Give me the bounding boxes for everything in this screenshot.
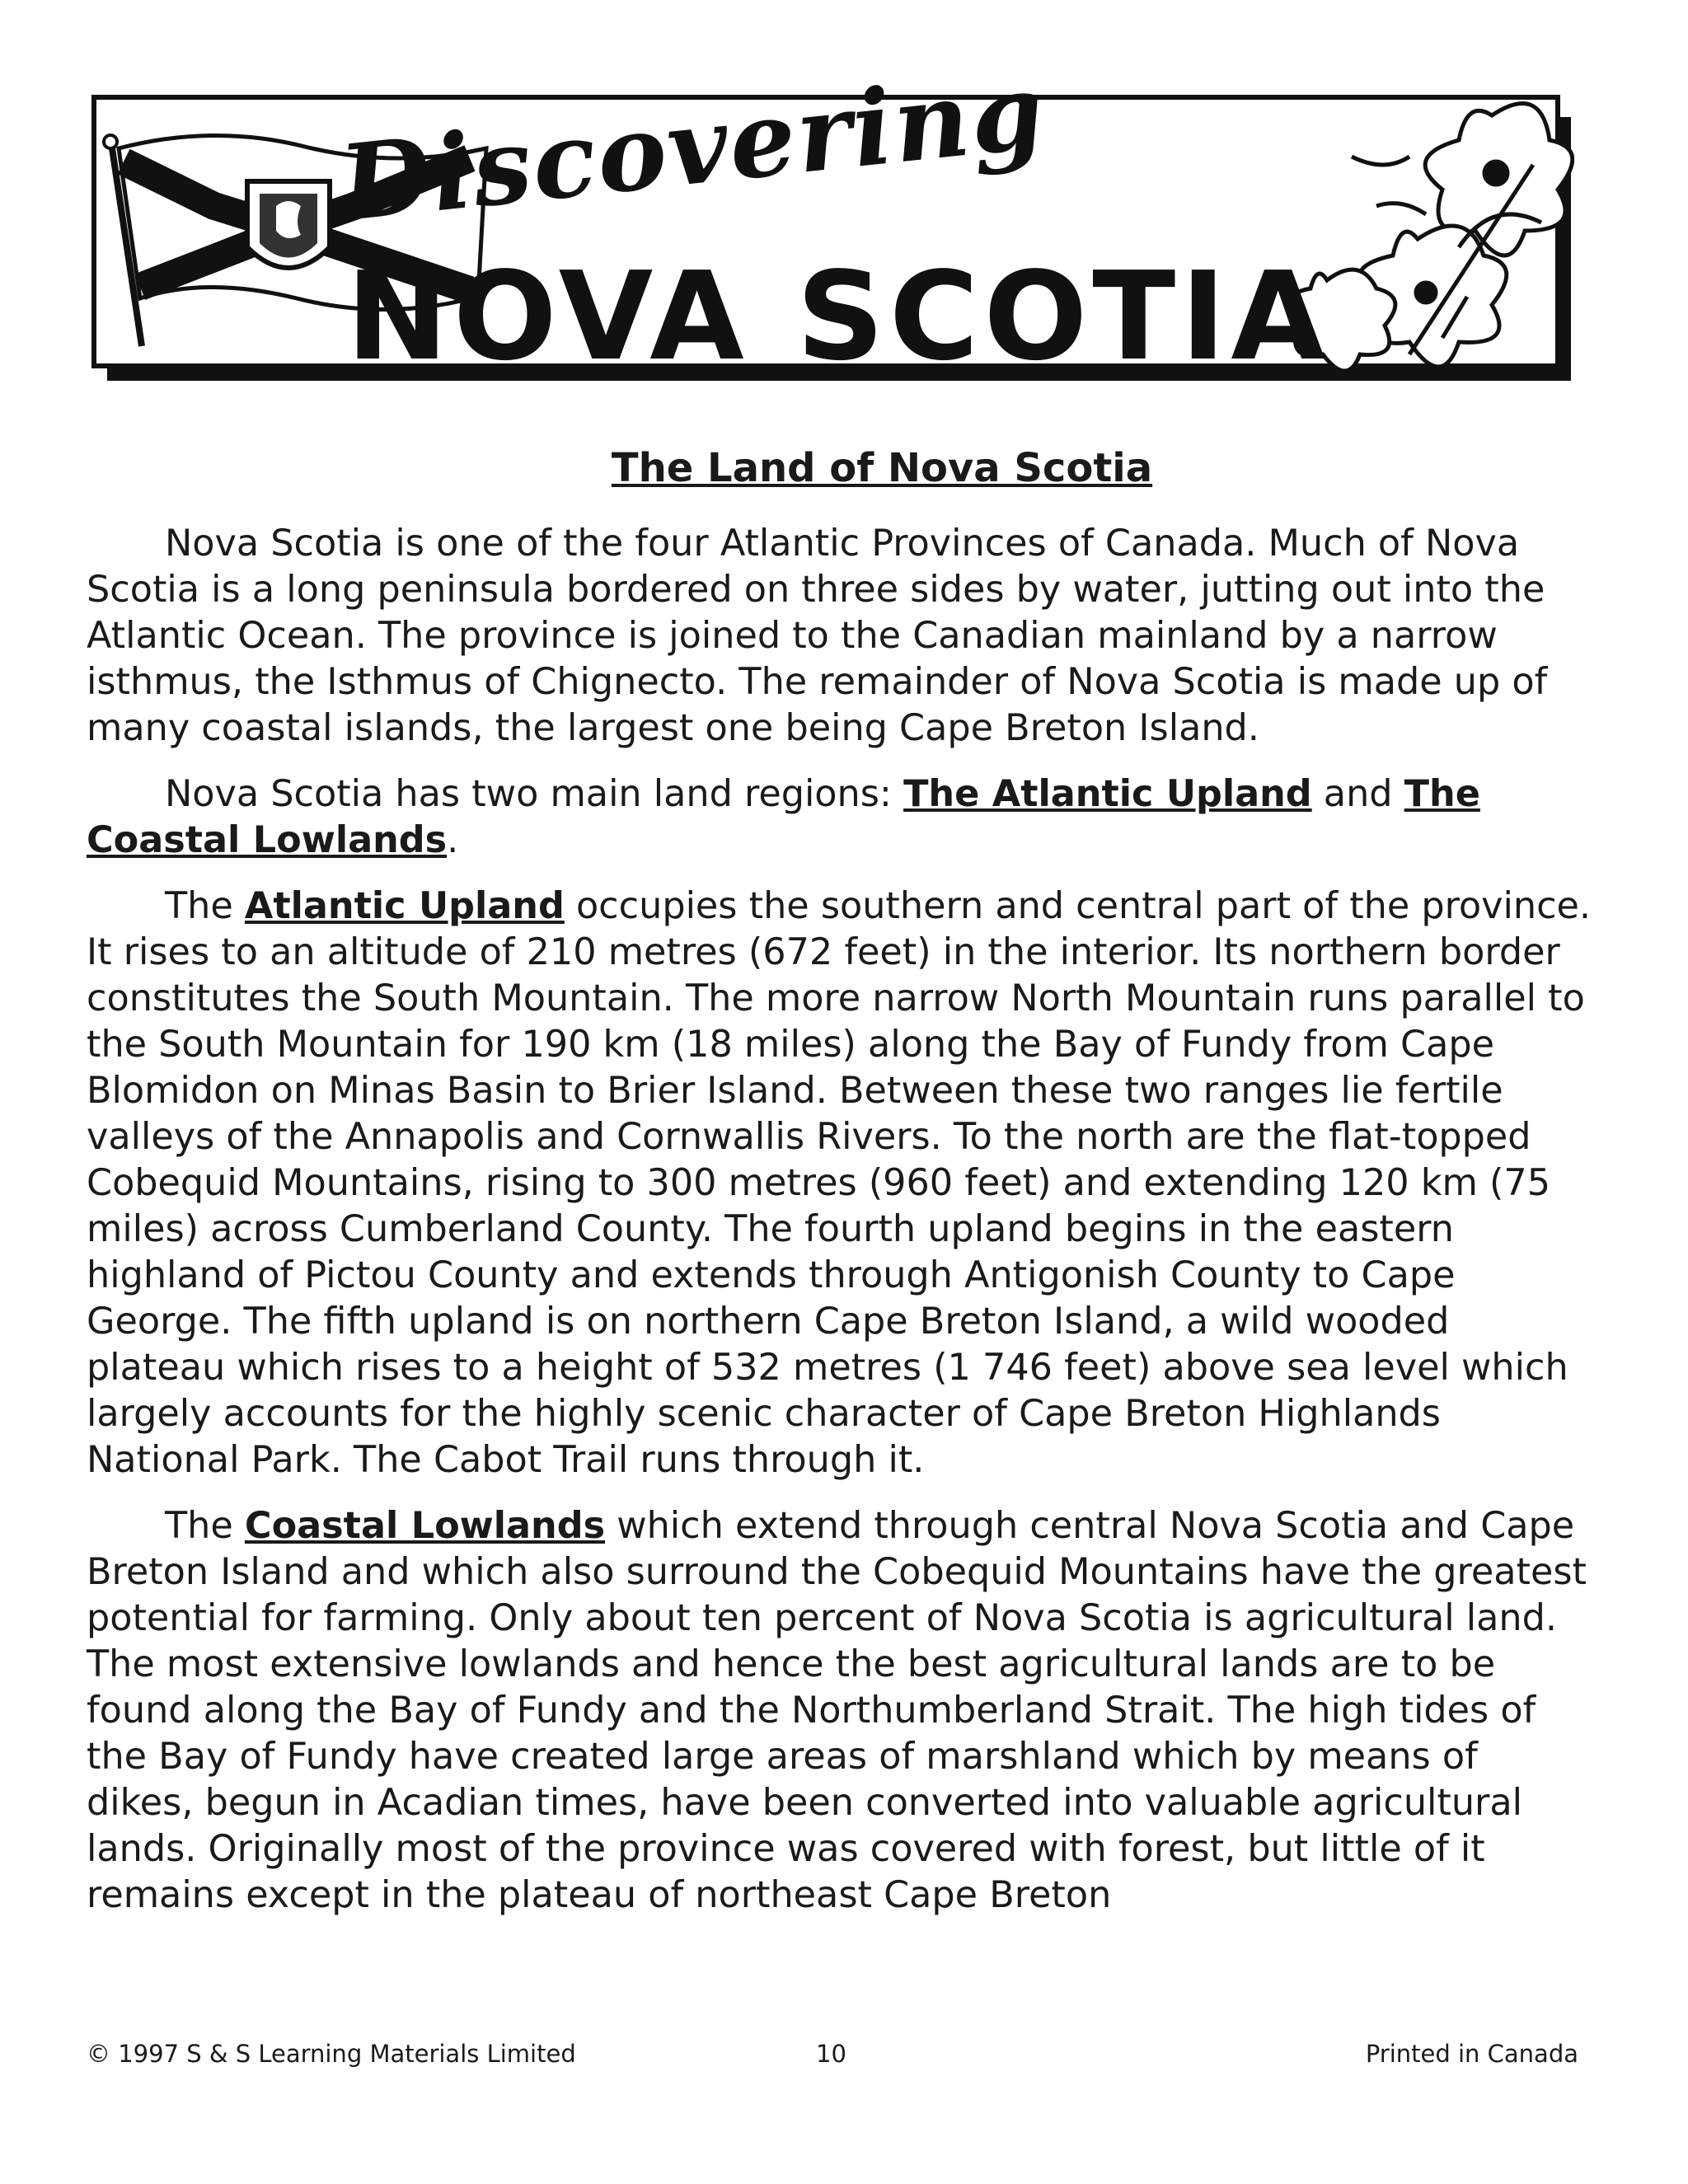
paragraph-regions [87, 771, 1595, 864]
text-span: occupies the southern and central part of the province. It rises to an altitude of 210 metres (672 feet) in the interior. Its northern border constitutes the South Mountain. The more narrow North Mountain runs parallel to the South Mountain for 190 km (18 miles) along the Bay of Fundy from Cape Blomidon on Minas Basin to Brier Island. Between these two ranges lie fertile valleys of the Annapolis and Cornwallis Rivers. To the north are the flat-topped Cobequid Mountains, rising to 300 metres (960 feet) and extending 120 km (75 miles) across Cumberland County. The fourth upland begins in the eastern highland of Pictou County and extends through Antigonish County to Cape George. The fifth upland is on northern Cape Breton Island, a wild wooded plateau which rises to a height of 532 metres (1 746 feet) above sea level which largely accounts for the highly scenic character of Cape Breton Highlands National Park. The Cabot Trail runs through it. [87, 885, 1592, 1481]
text-span: Nova Scotia has two main land regions: [165, 773, 904, 815]
term-atlantic-upland: The Atlantic Upland [903, 773, 1312, 815]
footer-printed-in: Printed in Canada [1365, 2040, 1578, 2068]
text-span: The [165, 885, 245, 927]
term-atlantic-upland: Atlantic Upland [244, 885, 565, 927]
paragraph-atlantic-upland [87, 883, 1595, 1483]
paragraph-coastal-lowlands [87, 1503, 1595, 1919]
term-coastal-lowlands: Coastal Lowlands [244, 1505, 606, 1547]
text-span: and [1311, 773, 1404, 815]
title-banner [91, 49, 1574, 387]
footer-page-number: 10 [816, 2040, 846, 2068]
footer-copyright: © 1997 S & S Learning Materials Limited [87, 2040, 576, 2068]
text-span: which extend through central Nova Scotia and Cape Breton Island and which also surround the Cobequid Mountains have the greatest potential for farming. Only about ten percent of Nova Scotia is agricultural land. The most extensive lowlands and hence the best agricultural lands are to be found along the Bay of Fundy and the Northumberland Strait. The high tides of the Bay of Fundy have created large areas of marshland which by means of dikes, begun in Acadian times, have been converted into valuable agricultural lands. Originally most of the province was covered with forest, but little of it remains except in the plateau of northeast Cape Breton [87, 1505, 1587, 1916]
banner-title-nova-scotia: NOVA SCOTIA [346, 246, 1330, 387]
text-span: The [165, 1505, 245, 1547]
paragraph-intro: Nova Scotia is one of the four Atlantic Provinces of Canada. Much of Nova Scotia is a long peninsula bordered on three sides by water, jutting out into the Atlantic Ocean. The province is joined to the Canadian mainland by a narrow isthmus, the Isthmus of Chignecto. The remainder of Nova Scotia is made up of many coastal islands, the largest one being Cape Breton Island. [87, 523, 1548, 749]
text-span: . [447, 819, 459, 861]
term-coastal-lowlands: The Coastal Lowlands [87, 773, 1480, 861]
page-title: The Land of Nova Scotia [611, 445, 1153, 491]
document-body [87, 445, 1595, 1938]
page-footer [87, 2040, 1578, 2073]
banner-title-discovering: Discovering [334, 49, 1051, 245]
